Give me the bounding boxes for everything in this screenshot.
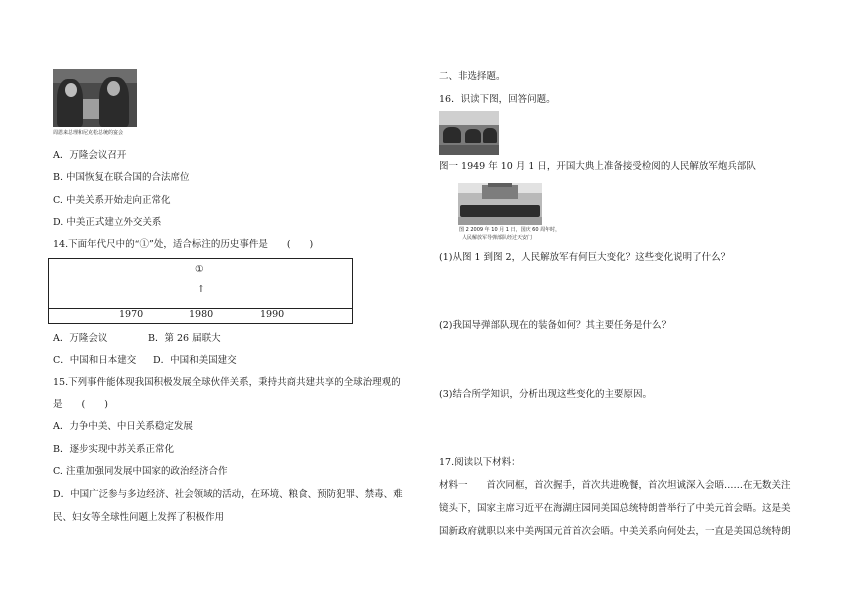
fig1-caption: 图一 1949 年 10 月 1 日，开国大典上准备接受检阅的人民解放军炮兵部队 [439, 161, 756, 172]
fig2-caption-line2: 人民解放军导弹部队经过天安门 [462, 235, 533, 241]
q14-option-c: C．中国和日本建交 [53, 355, 137, 366]
section-title: 二、非选择题。 [439, 71, 506, 82]
timeline-axis [49, 308, 352, 309]
timeline-ruler [48, 258, 353, 324]
q15-stem-line2: 是 ( ) [53, 399, 108, 410]
q16-sub1: (1)从图 1 到图 2，人民解放军有何巨大变化？这些变化说明了什么？ [439, 252, 731, 263]
q16-stem: 16．识读下图，回答问题。 [439, 94, 556, 105]
timeline-arrow: ↑ [197, 284, 205, 295]
photo-artillery-1949 [439, 111, 499, 155]
q15-option-c: C. 注重加强同发展中国家的政治经济合作 [53, 466, 228, 477]
q13-option-a: A．万隆会议召开 [53, 150, 127, 161]
photo-missile-parade-2009 [458, 183, 542, 225]
fig2-caption-line1: 图 2 2009 年 10 月 1 日，国庆 60 周年时， [459, 227, 561, 233]
q14-option-d: D．中国和美国建交 [153, 355, 237, 366]
q13-option-b: B. 中国恢复在联合国的合法席位 [53, 172, 190, 183]
q14-option-a: A．万隆会议 [53, 333, 108, 344]
q15-option-d-cont: 民、妇女等全球性问题上发挥了积极作用 [53, 512, 225, 523]
q17-material-line1: 材料一 首次同框，首次握手，首次共进晚餐，首次坦诚深入会晤……在无数关注 [439, 480, 791, 491]
timeline-year-1980: 1980 [189, 309, 214, 320]
q15-option-b: B．逐步实现中苏关系正常化 [53, 444, 174, 455]
q15-option-a: A．力争中美、中日关系稳定发展 [53, 421, 193, 432]
q14-stem: 14.下面年代尺中的“①”处，适合标注的历史事件是 ( ) [53, 239, 314, 250]
q13-option-c: C. 中美关系开始走向正常化 [53, 195, 171, 206]
q16-sub2: (2)我国导弹部队现在的装备如何？其主要任务是什么？ [439, 320, 671, 331]
q17-material-line3: 国新政府就职以来中美两国元首首次会晤。中美关系向何处去，一直是美国总统特朗 [439, 526, 791, 537]
timeline-year-1970: 1970 [119, 309, 144, 320]
q17-material-line2: 镜头下，国家主席习近平在海湖庄园同美国总统特朗普举行了中美元首会晤。这是美 [439, 503, 791, 514]
q15-stem-line1: 15.下列事件能体现我国积极发展全球伙伴关系，秉持共商共建共享的全球治理观的 [53, 377, 401, 388]
photo-nixon-banquet [53, 69, 137, 127]
q16-sub3: (3)结合所学知识，分析出现这些变化的主要原因。 [439, 389, 652, 400]
q14-option-b: B．第 26 届联大 [148, 333, 221, 344]
timeline-marker: ① [195, 264, 204, 275]
timeline-year-1990: 1990 [260, 309, 285, 320]
q17-stem: 17.阅读以下材料： [439, 457, 521, 468]
q15-option-d: D．中国广泛参与多边经济、社会领域的活动，在环境、粮食、预防犯罪、禁毒、难 [53, 489, 403, 500]
q13-option-d: D. 中美正式建立外交关系 [53, 217, 162, 228]
photo-caption: 周恩来总理和尼克松总统的宴会 [53, 130, 124, 136]
